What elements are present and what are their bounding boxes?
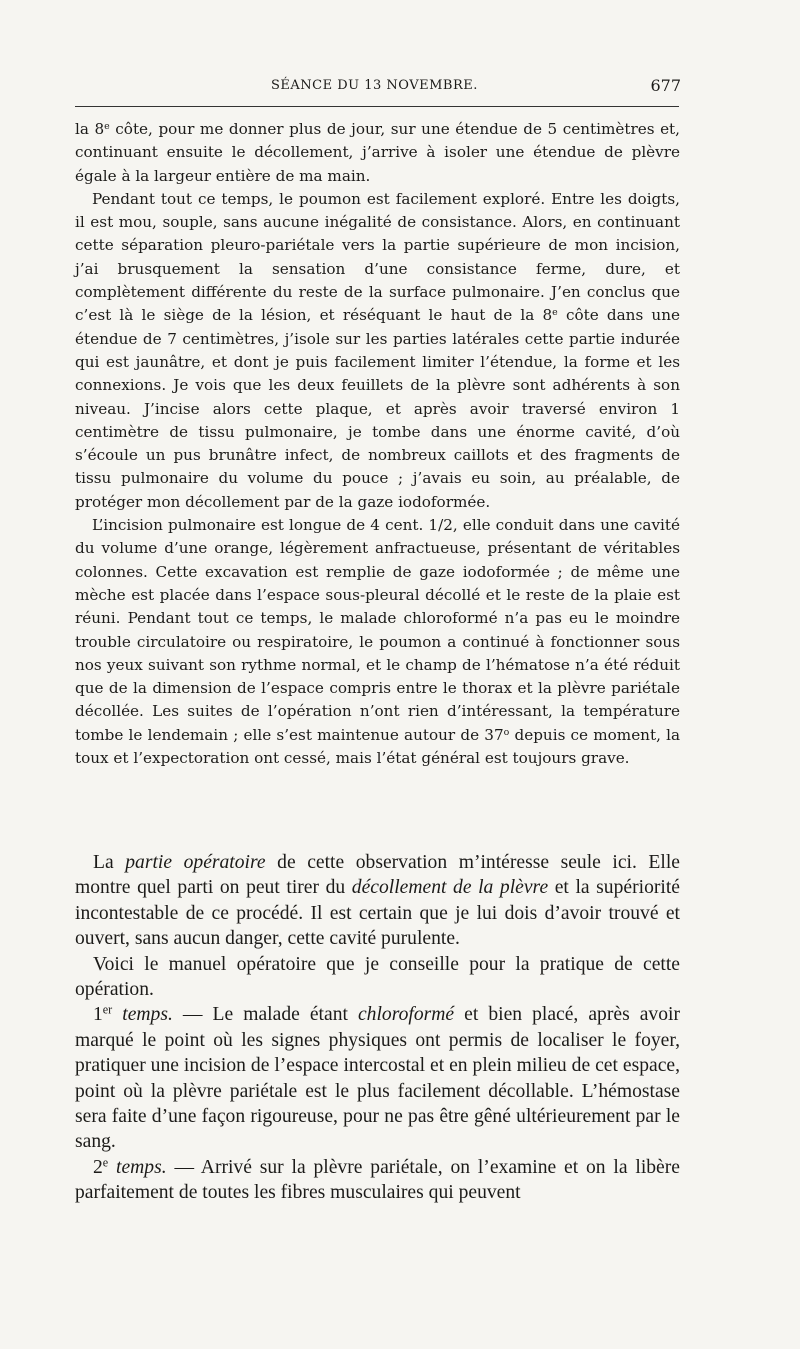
paragraph-step-2: 2e temps. — Arrivé sur la plèvre pariétale, on l’examine et on la libère parfaitement de toutes les fibres musculaires qui peuvent <box>75 1155 680 1204</box>
header-rule <box>75 106 679 107</box>
paragraph: La partie opératoire de cette observation m’intéresse seule ici. Elle montre quel parti on peut tirer du décollement de la plèvre et la supériorité incontestable de ce procédé. Il est certain que je lui dois d’avoir trouvé et ouvert, sans aucun danger, cette cavité purulente. <box>75 852 680 950</box>
paragraph: Voici le manuel opératoire que je conseille pour la pratique de cette opération. <box>75 953 680 1001</box>
paragraph-step-1: 1er temps. — Le malade étant chloroformé et bien placé, après avoir marqué le point où les signes physiques ont permis de localiser le foyer, pratiquer une incision de l’espace intercostal et en plein milieu de cet espace, point où la plèvre pariétale est le plus facilement décollable. L’hémostase sera faite d’une façon rigoureuse, pour ne pas être gêné ultérieurement par le sang. <box>75 1002 680 1153</box>
running-title: SÉANCE DU 13 NOVEMBRE. <box>271 78 478 93</box>
observation-text <box>75 118 680 770</box>
page-number: 677 <box>650 76 681 95</box>
commentary-text <box>75 850 680 1206</box>
paragraph: la 8e côte, pour me donner plus de jour, sur une étendue de 5 centimètres et, continuant ensuite le décollement, j’arrive à isoler une étendue de plèvre égale à la largeur entière de ma main. <box>75 120 680 185</box>
running-header <box>75 74 685 102</box>
paragraph: Pendant tout ce temps, le poumon est facilement exploré. Entre les doigts, il est mou, souple, sans aucune inégalité de consistance. Alors, en continuant cette séparation pleuro-pariétale vers la partie supérieure de mon incision, j’ai brusquement la sensation d’une consistance ferme, dure, et complètement différente du reste de la surface pulmonaire. J’en conclus que c’est là le siège de la lésion, et réséquant le haut de la 8e côte dans une étendue de 7 centimètres, j’isole sur les parties latérales cette partie indurée qui est jaunâtre, et dont je puis facilement limiter l’étendue, la forme et les connexions. Je vois que les deux feuillets de la plèvre sont adhérents à son niveau. J’incise alors cette plaque, et après avoir traversé environ 1 centimètre de tissu pulmonaire, je tombe dans une énorme cavité, d’où s’écoule un pus brunâtre infect, de nombreux caillots et des fragments de tissu pulmonaire du volume du pouce ; j’avais eu soin, au préalable, de protéger mon décollement par de la gaze iodoformée. <box>75 189 680 511</box>
paragraph: L’incision pulmonaire est longue de 4 cent. 1/2, elle conduit dans une cavité du volume d’une orange, légèrement anfractueuse, présentant de véritables colonnes. Cette excavation est remplie de gaze iodoformée ; de même une mèche est placée dans l’espace sous-pleural décollé et le reste de la plaie est réuni. Pendant tout ce temps, le malade chloroformé n’a pas eu le moindre trouble circulatoire ou respiratoire, le poumon a continué à fonctionner sous nos yeux suivant son rythme normal, et le champ de l’hématose n’a été réduit que de la dimension de l’espace compris entre le thorax et la plèvre pariétale décollée. Les suites de l’opération n’ont rien d’intéressant, la température tombe le lendemain ; elle s’est maintenue autour de 37$^o$ depuis ce moment, la toux et l’expectoration ont cessé, mais l’état général est toujours grave. <box>75 516 681 768</box>
